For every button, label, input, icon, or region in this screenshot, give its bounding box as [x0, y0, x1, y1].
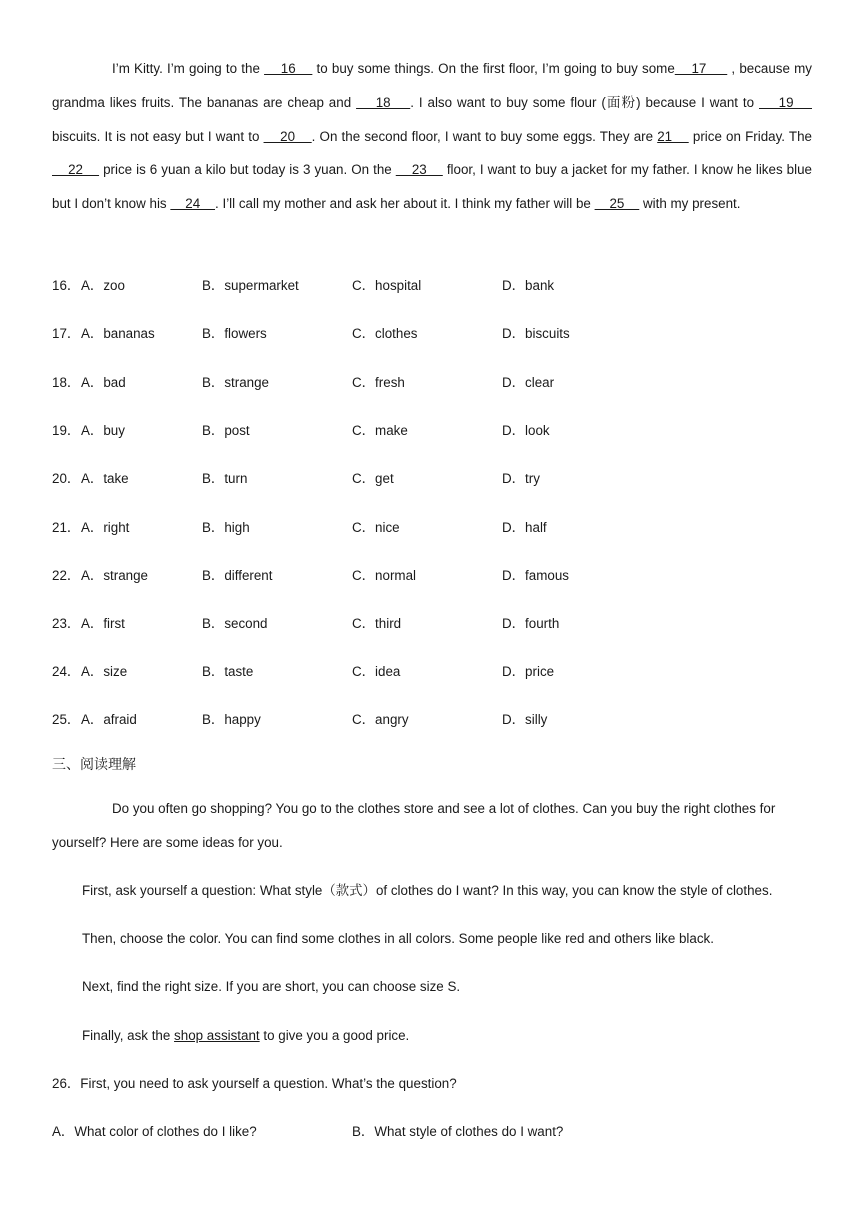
question-19	[52, 419, 752, 443]
question-22	[52, 564, 752, 588]
question-number: 24．	[52, 664, 81, 679]
option-c[interactable]: C．idea	[352, 664, 401, 679]
question-24	[52, 660, 752, 684]
cloze-passage	[52, 52, 812, 221]
passage-text: price is 6 yuan a kilo but today is 3 yuan. On the	[99, 162, 396, 178]
passage-text: with my present.	[639, 196, 741, 212]
option-a[interactable]: A．right	[81, 520, 130, 535]
option-b[interactable]: B．flowers	[202, 326, 267, 341]
option-a[interactable]: A．bad	[81, 375, 126, 390]
passage-text: . I also want to buy some flour (面粉) because I want to	[410, 94, 759, 110]
option-c[interactable]: C．clothes	[352, 326, 418, 341]
blank-20: 20	[263, 128, 312, 144]
option-b[interactable]: B．second	[202, 616, 268, 631]
reading-intro-text: Do you often go shopping? You go to the clothes store and see a lot of clothes. Can you buy the right clothes for yourself? Here are some ideas for you.	[52, 801, 776, 850]
option-a[interactable]: A．bananas	[81, 326, 155, 341]
option-a[interactable]: A．zoo	[81, 278, 125, 293]
blank-24: 24	[170, 196, 216, 212]
passage-text: . I’ll call my mother and ask her about it. I think my father will be	[215, 196, 595, 212]
reading-paragraph-3: Next, find the right size. If you are short, you can choose size S.	[82, 979, 461, 994]
question-20	[52, 467, 752, 491]
option-c[interactable]: C．get	[352, 471, 394, 486]
blank-23: 23	[395, 162, 443, 178]
option-d[interactable]: D．clear	[502, 375, 555, 390]
option-d[interactable]: D．fourth	[502, 616, 560, 631]
option-c[interactable]: C．hospital	[352, 278, 422, 293]
option-d[interactable]: D．famous	[502, 568, 569, 583]
passage-text: floor, I want to buy a jacket for my father. I know he likes blue but I don’t know his	[52, 162, 812, 212]
option-b[interactable]: B．turn	[202, 471, 248, 486]
question-number: 22．	[52, 568, 81, 583]
question-25	[52, 708, 752, 732]
passage-text: I’m Kitty. I’m going to the	[112, 61, 265, 76]
option-d[interactable]: D．biscuits	[502, 326, 570, 341]
paragraph-text: to give you a good price.	[259, 1028, 410, 1043]
reading-paragraph-4	[82, 1024, 409, 1048]
question-26-option-a[interactable]: A．What color of clothes do I like?	[52, 1124, 257, 1139]
blank-17: 17	[674, 61, 728, 76]
question-number: 23．	[52, 616, 81, 631]
passage-text: , because my grandma likes fruits. The bananas are cheap and	[52, 61, 812, 110]
question-number: 18．	[52, 375, 81, 390]
option-d[interactable]: D．price	[502, 664, 555, 679]
blank-21: 21	[657, 128, 689, 144]
question-26-stem: 26．First, you need to ask yourself a question. What’s the question?	[52, 1076, 457, 1091]
option-a[interactable]: A．first	[81, 616, 125, 631]
option-b[interactable]: B．high	[202, 520, 250, 535]
question-number: 20．	[52, 471, 81, 486]
question-number: 19．	[52, 423, 81, 438]
question-number: 21．	[52, 520, 81, 535]
question-number: 25．	[52, 712, 81, 727]
option-c[interactable]: C．third	[352, 616, 402, 631]
blank-22: 22	[52, 162, 100, 178]
option-d[interactable]: D．try	[502, 471, 540, 486]
option-c[interactable]: C．nice	[352, 520, 400, 535]
question-18	[52, 371, 752, 395]
option-c[interactable]: C．fresh	[352, 375, 405, 390]
option-c[interactable]: C．angry	[352, 712, 409, 727]
passage-text: price on Friday. The	[688, 128, 813, 144]
option-c[interactable]: C．normal	[352, 568, 416, 583]
blank-19: 19	[759, 94, 812, 110]
passage-text: . On the second floor, I want to buy some eggs. They are	[311, 128, 658, 144]
option-d[interactable]: D．look	[502, 423, 550, 438]
option-d[interactable]: D．silly	[502, 712, 548, 727]
option-b[interactable]: B．strange	[202, 375, 269, 390]
option-a[interactable]: A．buy	[81, 423, 125, 438]
option-a[interactable]: A．take	[81, 471, 129, 486]
paragraph-text: Finally, ask the	[82, 1028, 175, 1043]
option-b[interactable]: B．happy	[202, 712, 261, 727]
blank-25: 25	[594, 196, 640, 212]
option-a[interactable]: A．size	[81, 664, 128, 679]
question-17	[52, 322, 752, 346]
question-21	[52, 516, 752, 540]
passage-text: biscuits. It is not easy but I want to	[52, 128, 264, 144]
option-c[interactable]: C．make	[352, 423, 408, 438]
reading-intro	[52, 792, 812, 860]
option-a[interactable]: A．afraid	[81, 712, 137, 727]
question-23	[52, 612, 752, 636]
question-26-option-b[interactable]: B．What style of clothes do I want?	[352, 1124, 564, 1139]
blank-18: 18	[356, 94, 411, 110]
question-16	[52, 274, 752, 298]
question-number: 17．	[52, 326, 81, 341]
option-b[interactable]: B．post	[202, 423, 250, 438]
reading-paragraph-1: First, ask yourself a question: What style（款式）of clothes do I want? In this way, you can know the style of clothes.	[82, 883, 773, 898]
reading-paragraph-2: Then, choose the color. You can find some clothes in all colors. Some people like red and others like black.	[82, 931, 714, 946]
section-title: 三、阅读理解	[52, 757, 136, 773]
option-a[interactable]: A．strange	[81, 568, 148, 583]
blank-16: 16	[264, 61, 313, 76]
option-b[interactable]: B．taste	[202, 664, 254, 679]
option-b[interactable]: B．different	[202, 568, 273, 583]
option-d[interactable]: D．bank	[502, 278, 555, 293]
passage-text: to buy some things. On the first floor, I’m going to buy some	[312, 61, 675, 76]
option-b[interactable]: B．supermarket	[202, 278, 299, 293]
shop-assistant-term: shop assistant	[174, 1028, 260, 1043]
question-number: 16．	[52, 278, 81, 293]
option-d[interactable]: D．half	[502, 520, 547, 535]
